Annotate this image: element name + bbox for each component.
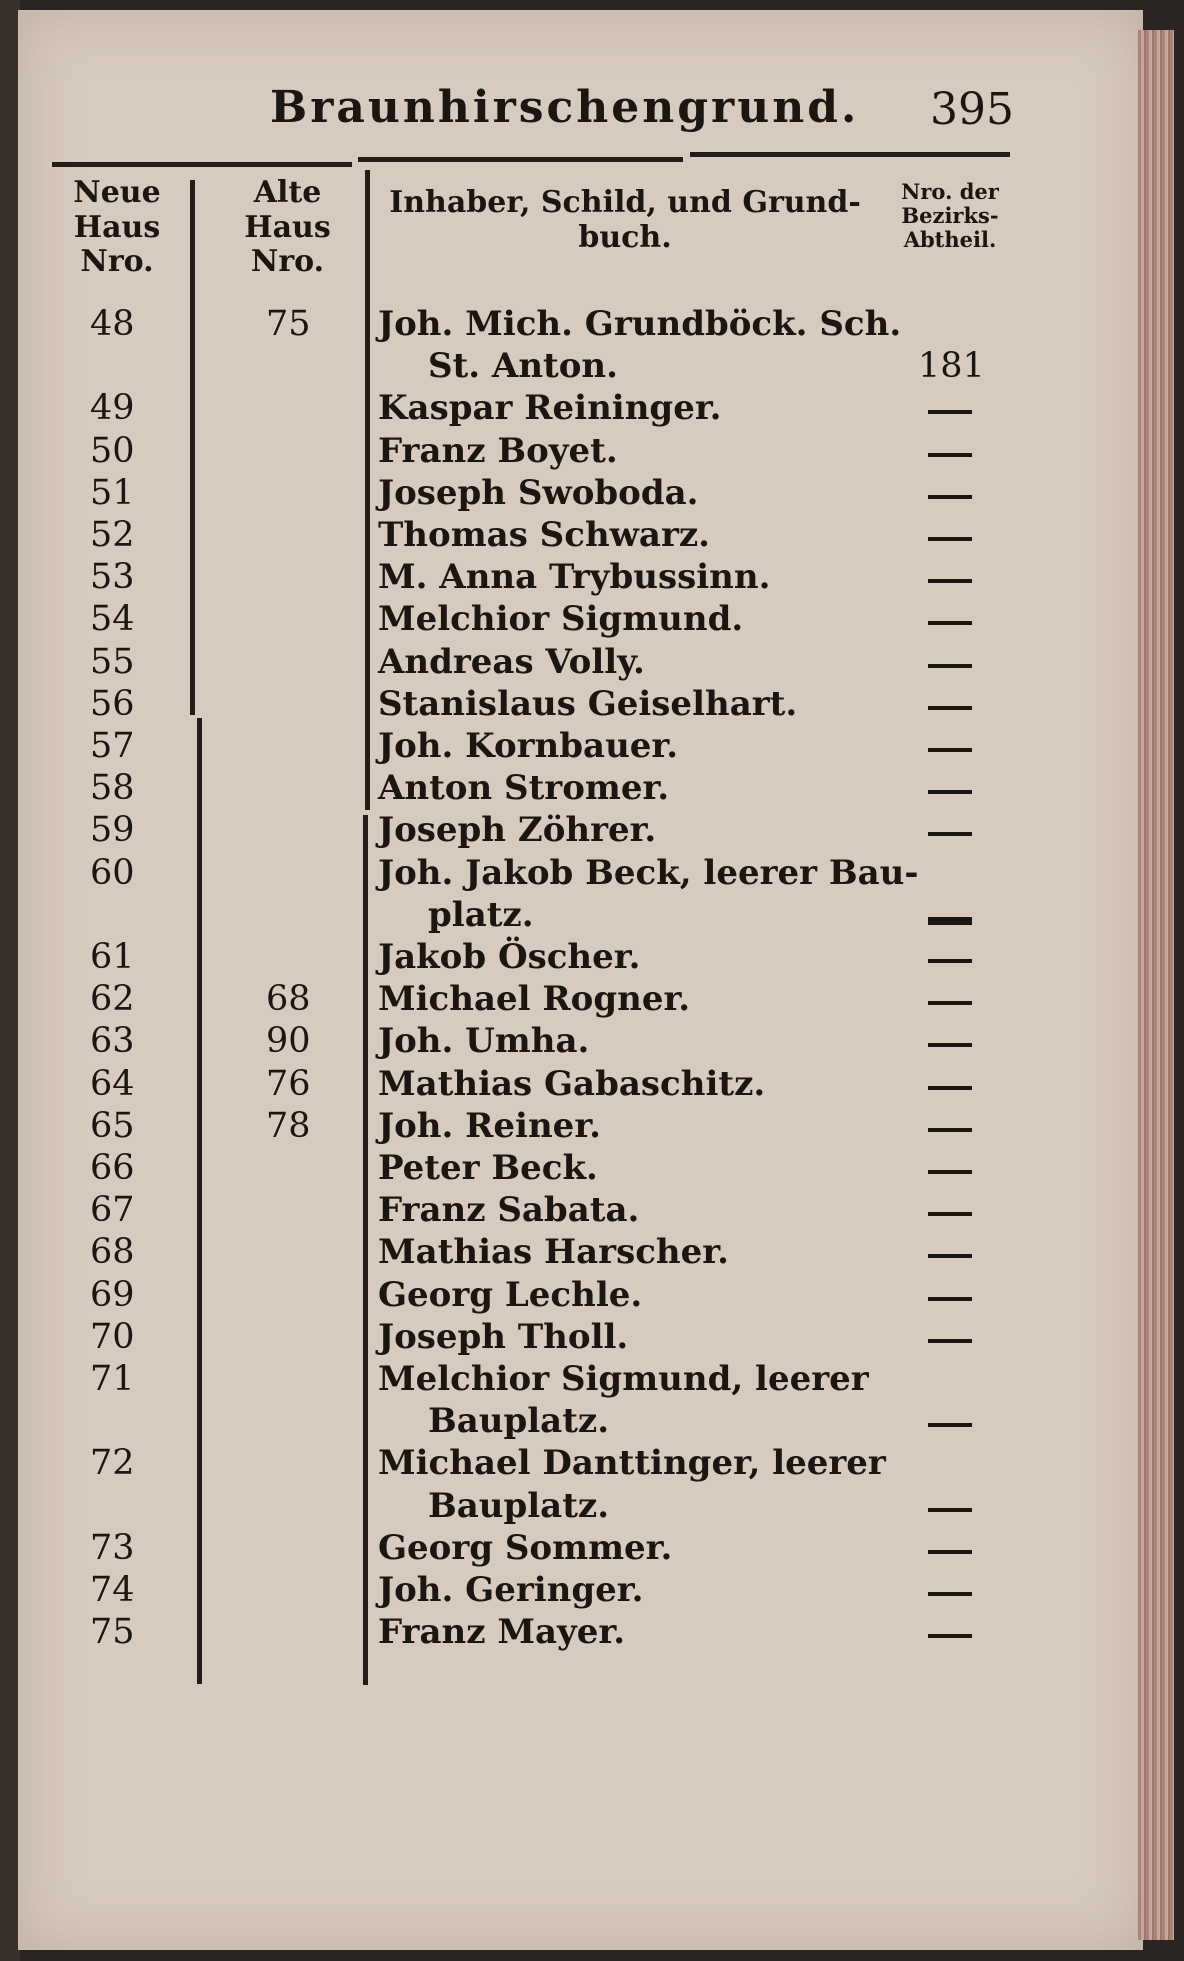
row-neue-nro: 61 — [90, 937, 135, 977]
column-rule-1 — [190, 180, 195, 715]
row-inhaber: Peter Beck. — [378, 1148, 598, 1188]
row-neue-nro: 58 — [90, 768, 135, 808]
row-bezirk-ditto-mark — [928, 1043, 972, 1047]
header-inhaber: Inhaber, Schild, und Grund- buch. — [389, 185, 861, 255]
row-inhaber: Michael Danttinger, leerer — [378, 1443, 886, 1483]
row-bezirk-ditto-mark — [928, 832, 972, 836]
row-neue-nro: 49 — [90, 388, 135, 428]
row-inhaber: Melchior Sigmund, leerer — [378, 1359, 869, 1399]
row-neue-nro: 60 — [90, 853, 135, 893]
row-bezirk-ditto-mark — [928, 1128, 972, 1132]
row-bezirk-ditto-mark — [928, 1339, 972, 1343]
row-bezirk-nro: 181 — [918, 346, 985, 386]
page-number: 395 — [930, 84, 1014, 135]
row-inhaber: Thomas Schwarz. — [378, 515, 711, 555]
row-bezirk-ditto-mark — [928, 1592, 972, 1596]
row-bezirk-ditto-mark — [928, 959, 972, 963]
row-inhaber: Michael Rogner. — [378, 979, 691, 1019]
row-bezirk-ditto-mark — [928, 621, 972, 625]
page-fore-edge — [1138, 30, 1174, 1940]
row-bezirk-ditto-mark — [928, 1001, 972, 1005]
row-bezirk-ditto-mark — [928, 1212, 972, 1216]
row-bezirk-ditto-mark — [928, 1423, 972, 1427]
row-neue-nro: 63 — [90, 1021, 135, 1061]
running-title: Braunhirschengrund. — [270, 82, 860, 133]
row-neue-nro: 52 — [90, 515, 135, 555]
column-rule-2b — [363, 815, 368, 1685]
row-neue-nro: 51 — [90, 473, 135, 513]
row-bezirk-ditto-mark — [928, 1254, 972, 1258]
header-rule-left — [52, 162, 352, 167]
row-neue-nro: 67 — [90, 1190, 135, 1230]
row-neue-nro: 73 — [90, 1528, 135, 1568]
row-bezirk-ditto-mark — [928, 1297, 972, 1301]
row-alte-nro: 68 — [266, 979, 311, 1019]
column-rule-1b — [197, 718, 202, 1684]
row-neue-nro: 55 — [90, 642, 135, 682]
row-bezirk-ditto-mark — [928, 453, 972, 457]
row-neue-nro: 64 — [90, 1064, 135, 1104]
row-inhaber: Franz Mayer. — [378, 1612, 626, 1652]
row-neue-nro: 66 — [90, 1148, 135, 1188]
row-inhaber: Georg Sommer. — [378, 1528, 673, 1568]
row-inhaber: Joh. Jakob Beck, leerer Bau- — [378, 853, 919, 893]
row-neue-nro: 62 — [90, 979, 135, 1019]
row-neue-nro: 71 — [90, 1359, 135, 1399]
row-inhaber: Joseph Tholl. — [378, 1317, 629, 1357]
row-neue-nro: 48 — [90, 304, 135, 344]
row-inhaber: Franz Boyet. — [378, 431, 618, 471]
row-inhaber: Joh. Kornbauer. — [378, 726, 679, 766]
row-inhaber: Joh. Geringer. — [378, 1570, 644, 1610]
row-inhaber: Joh. Umha. — [378, 1021, 590, 1061]
row-inhaber: Joseph Swoboda. — [378, 473, 699, 513]
row-alte-nro: 90 — [266, 1021, 311, 1061]
row-alte-nro: 76 — [266, 1064, 311, 1104]
row-inhaber: Anton Stromer. — [378, 768, 670, 808]
row-bezirk-ditto-mark — [928, 495, 972, 499]
row-neue-nro: 68 — [90, 1232, 135, 1272]
row-neue-nro: 53 — [90, 557, 135, 597]
row-inhaber: Jakob Öscher. — [378, 937, 641, 977]
row-bezirk-ditto-mark — [928, 790, 972, 794]
row-inhaber: Stanislaus Geiselhart. — [378, 684, 798, 724]
row-inhaber: St. Anton. — [428, 346, 618, 386]
row-bezirk-ditto-mark — [928, 1170, 972, 1174]
row-neue-nro: 54 — [90, 599, 135, 639]
row-bezirk-ditto-mark — [928, 1086, 972, 1090]
row-inhaber: Joseph Zöhrer. — [378, 810, 657, 850]
row-neue-nro: 72 — [90, 1443, 135, 1483]
row-neue-nro: 70 — [90, 1317, 135, 1357]
row-neue-nro: 56 — [90, 684, 135, 724]
header-bezirk: Nro. der Bezirks- Abtheil. — [901, 179, 999, 253]
row-inhaber: Bauplatz. — [428, 1486, 610, 1526]
row-inhaber: Bauplatz. — [428, 1401, 610, 1441]
row-neue-nro: 50 — [90, 431, 135, 471]
row-bezirk-ditto-mark — [928, 1508, 972, 1512]
row-inhaber: Mathias Gabaschitz. — [378, 1064, 766, 1104]
row-inhaber: Andreas Volly. — [378, 642, 645, 682]
row-neue-nro: 74 — [90, 1570, 135, 1610]
row-inhaber: Mathias Harscher. — [378, 1232, 729, 1272]
row-neue-nro: 69 — [90, 1275, 135, 1315]
book-spine — [0, 0, 20, 1961]
row-inhaber: M. Anna Trybussinn. — [378, 557, 771, 597]
row-alte-nro: 78 — [266, 1106, 311, 1146]
row-inhaber: Kaspar Reininger. — [378, 388, 722, 428]
row-bezirk-ditto-mark — [928, 706, 972, 710]
row-inhaber: Joh. Mich. Grundböck. Sch. — [378, 304, 902, 344]
header-alte-haus-nro: Alte Haus Nro. — [244, 175, 331, 279]
row-bezirk-ditto-mark — [928, 1550, 972, 1554]
column-rule-2 — [365, 170, 370, 810]
row-inhaber: platz. — [428, 895, 534, 935]
header-rule-right — [690, 152, 1010, 157]
row-bezirk-ditto-mark — [928, 410, 972, 414]
row-neue-nro: 75 — [90, 1612, 135, 1652]
row-inhaber: Georg Lechle. — [378, 1275, 643, 1315]
row-inhaber: Melchior Sigmund. — [378, 599, 744, 639]
row-inhaber: Franz Sabata. — [378, 1190, 640, 1230]
header-neue-haus-nro: Neue Haus Nro. — [73, 175, 161, 279]
row-inhaber: Joh. Reiner. — [378, 1106, 601, 1146]
row-bezirk-ditto-mark — [928, 664, 972, 668]
row-bezirk-ditto-mark — [928, 748, 972, 752]
row-neue-nro: 65 — [90, 1106, 135, 1146]
row-alte-nro: 75 — [266, 304, 311, 344]
row-bezirk-ditto-mark — [928, 537, 972, 541]
row-neue-nro: 59 — [90, 810, 135, 850]
row-bezirk-ditto-mark — [928, 579, 972, 583]
row-neue-nro: 57 — [90, 726, 135, 766]
header-rule-middle — [358, 157, 683, 162]
row-bezirk-ditto-mark — [928, 1634, 972, 1638]
row-bezirk-ditto-mark — [928, 917, 972, 925]
